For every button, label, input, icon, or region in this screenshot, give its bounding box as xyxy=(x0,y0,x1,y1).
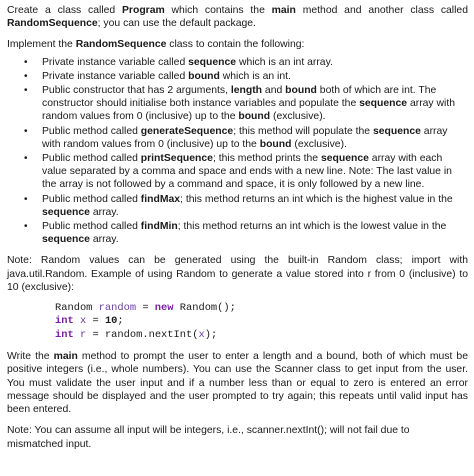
bold-term: bound xyxy=(259,138,292,150)
list-item-text: which is an int. xyxy=(219,70,291,82)
requirements-list xyxy=(7,56,468,247)
list-item-text: Public method called xyxy=(42,153,141,165)
main-keyword: main xyxy=(53,351,78,363)
list-item-text: array. xyxy=(89,206,119,218)
list-item-text: array with each value separated by a comma and space and ends with a new line. Note: The last value in the array is not followed by a command and space, it is only followed by a new line. xyxy=(42,153,452,191)
list-item-text: which is an int array. xyxy=(236,56,333,68)
bold-term: findMax xyxy=(140,193,181,205)
bullet-icon: • xyxy=(24,221,28,233)
program-keyword: Program xyxy=(122,5,165,16)
list-item xyxy=(7,56,468,69)
code-example xyxy=(55,302,468,342)
list-item-text: ; this method returns an int which is the highest value in the xyxy=(180,193,453,205)
code-line-1: Random random = new Random(); xyxy=(55,302,236,315)
bold-term: generateSequence xyxy=(140,125,234,137)
list-item xyxy=(7,70,468,83)
list-item-text: both of which are int. The constructor should initialise both instance variables and populate the xyxy=(42,85,437,110)
list-item-text: array. xyxy=(89,234,119,246)
list-item-text: ; this method will populate the xyxy=(233,125,373,137)
main-text: method to prompt the user to enter a length and a bound, both of which must be positive integers (i.e., whole numbers). You can use the Scanner class to get input from the user. You must validate the user input and if a number less than or equal to zero is entered an error message should be displayed and the user prompted to try again; this repeats until valid input has been entered. xyxy=(7,351,468,416)
main-method-paragraph xyxy=(7,350,468,416)
list-item-text: ; this method prints the xyxy=(212,153,321,165)
main-keyword: main xyxy=(271,5,296,16)
list-item-text: Public method called xyxy=(42,221,141,233)
bold-term: sequence xyxy=(42,206,90,218)
main-text: Write the xyxy=(7,351,54,363)
implement-paragraph xyxy=(7,38,468,51)
intro-text: Create a class called xyxy=(7,5,122,16)
input-note: Note: You can assume all input will be integers, i.e., scanner.nextInt(); will not fail due to mismatched input. xyxy=(7,425,410,450)
bold-term: sequence xyxy=(320,153,369,165)
bold-term: sequence xyxy=(42,234,90,246)
bullet-icon: • xyxy=(24,70,28,82)
list-item-text: array with random values from 0 (inclusive) up to the xyxy=(42,98,455,123)
random-note: Note: Random values can be generated using the built-in Random class; import with java.util.Random. Example of using Random to generate a value stored into r from 0 (inclusive) to 10 (exclusive): xyxy=(7,255,468,293)
bullet-icon: • xyxy=(24,85,28,97)
bold-term: bound xyxy=(285,85,317,97)
list-item-text: and xyxy=(262,85,286,97)
intro-text: method and another class called xyxy=(295,5,468,16)
list-item-text: Private instance variable called xyxy=(42,56,189,68)
list-item-text: Public constructor that has 2 arguments, xyxy=(42,85,231,97)
list-item-text: (exclusive). xyxy=(291,138,347,150)
list-item-text: Public method called xyxy=(42,125,141,137)
implement-text: class to contain the following: xyxy=(166,39,305,51)
intro-text: ; you can use the default package. xyxy=(97,18,256,30)
bold-term: length xyxy=(230,85,263,97)
implement-text: Implement the xyxy=(7,39,76,51)
list-item-text: array with random values from 0 (inclusive) up to the xyxy=(42,125,448,150)
list-item xyxy=(7,193,468,219)
list-item xyxy=(7,125,468,151)
code-line-3: int r = random.nextInt(x); xyxy=(55,328,218,341)
list-item xyxy=(7,152,468,192)
list-item xyxy=(7,220,468,246)
list-item-text: (exclusive). xyxy=(270,111,326,123)
bold-term: bound xyxy=(238,111,271,123)
list-item-text: Public method called xyxy=(42,193,141,205)
intro-text: which contains the xyxy=(164,5,272,16)
code-line-2: int x = 10; xyxy=(55,315,124,328)
bullet-icon: • xyxy=(24,193,28,205)
randomsequence-keyword: RandomSequence xyxy=(75,39,167,51)
intro-paragraph xyxy=(7,4,468,30)
bold-term: bound xyxy=(188,70,220,82)
bold-term: sequence xyxy=(359,98,408,110)
list-item-text: ; this method returns an int which is the lowest value in the xyxy=(177,221,447,233)
bold-term: sequence xyxy=(188,56,237,68)
bullet-icon: • xyxy=(24,125,28,137)
bold-term: sequence xyxy=(372,125,421,137)
bold-term: findMin xyxy=(140,221,178,233)
bold-term: printSequence xyxy=(140,153,213,165)
list-item-text: Private instance variable called xyxy=(42,70,189,82)
bullet-icon: • xyxy=(24,56,28,68)
bullet-icon: • xyxy=(24,153,28,165)
list-item xyxy=(7,84,468,124)
randomsequence-keyword: RandomSequence xyxy=(7,18,98,30)
